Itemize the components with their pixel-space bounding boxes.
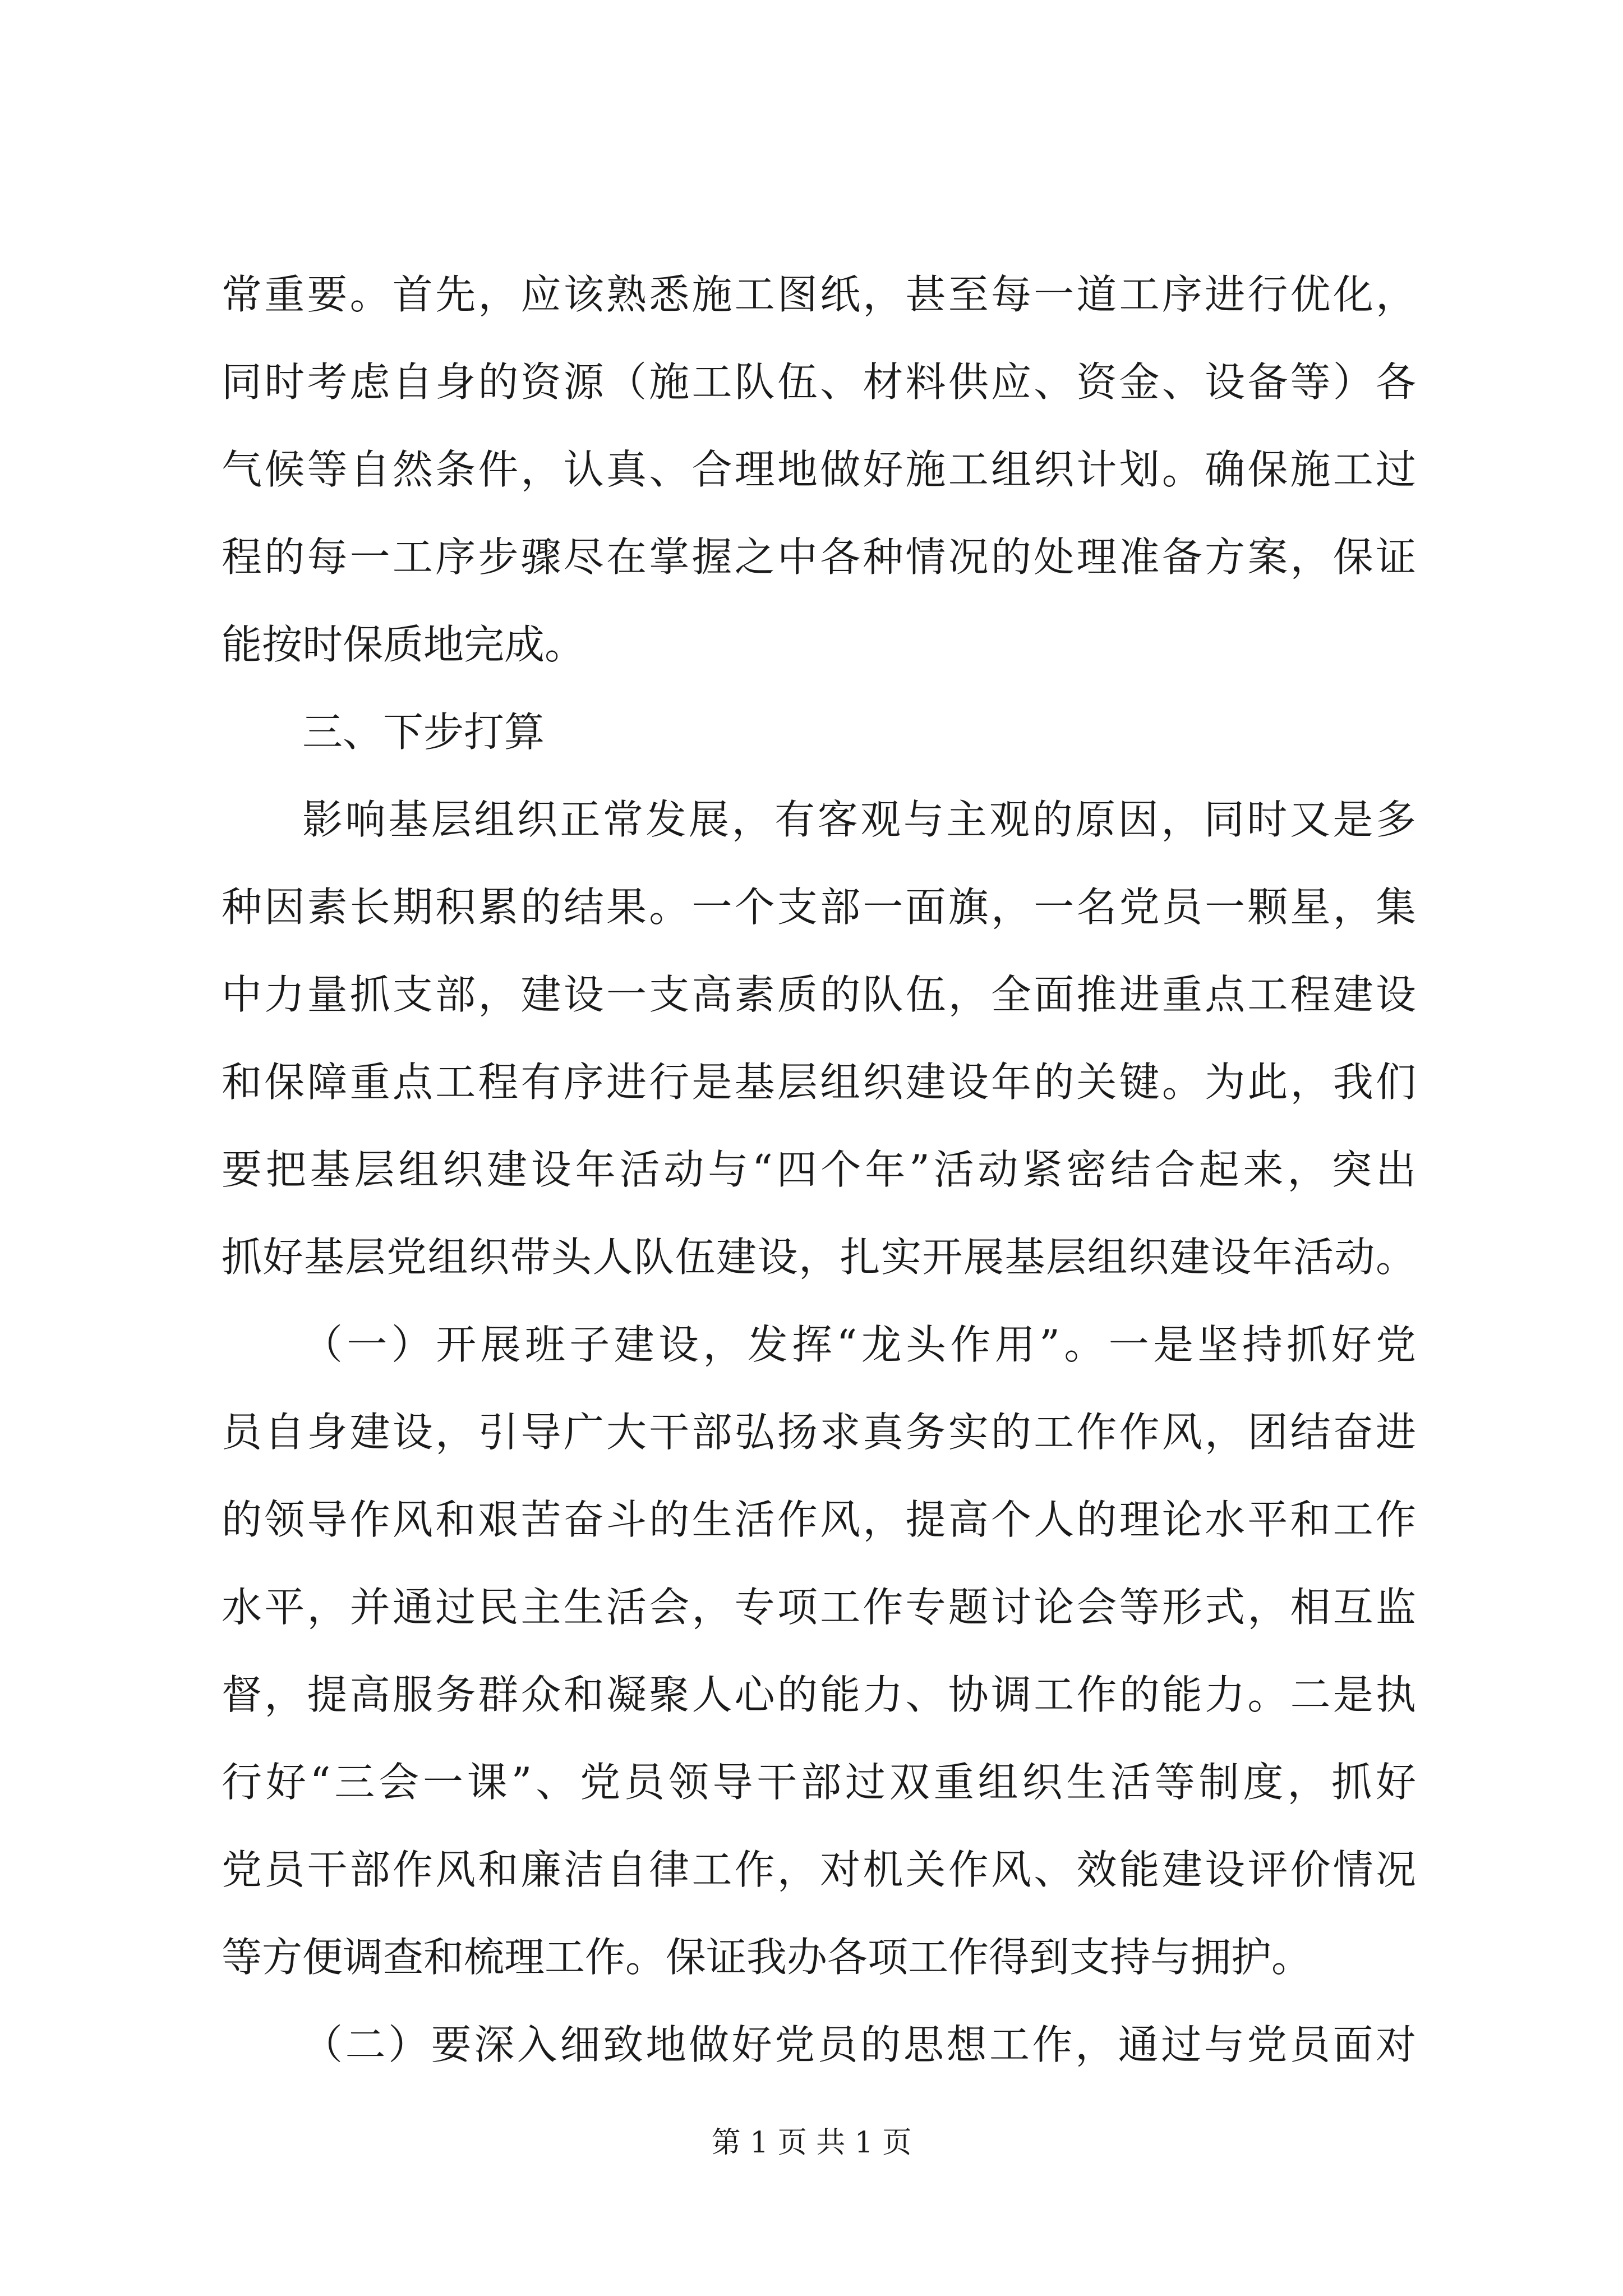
body-text-line: 气候等自然条件，认真、合理地做好施工组织计划。确保施工过 <box>222 446 1416 493</box>
page-number-footer: 第 1 页 共 1 页 <box>711 2126 912 2160</box>
body-text-line: 能按时保质地完成。 <box>222 621 585 668</box>
body-text-line: 影响基层组织正常发展，有客观与主观的原因，同时又是多 <box>302 796 1416 843</box>
body-text-line: 的领导作风和艰苦奋斗的生活作风，提高个人的理论水平和工作 <box>222 1496 1416 1543</box>
body-text-line: 中力量抓支部，建设一支高素质的队伍，全面推进重点工程建设 <box>222 971 1416 1018</box>
body-text-line: 督，提高服务群众和凝聚人心的能力、协调工作的能力。二是执 <box>222 1671 1416 1718</box>
body-text-line: （二）要深入细致地做好党员的思想工作，通过与党员面对 <box>302 2021 1416 2068</box>
body-text-line: 员自身建设，引导广大干部弘扬求真务实的工作作风，团结奋进 <box>222 1409 1416 1456</box>
body-text-line: 要把基层组织建设年活动与“四个年”活动紧密结合起来，突出 <box>222 1146 1416 1193</box>
body-text-line: 水平，并通过民主生活会，专项工作专题讨论会等形式，相互监 <box>222 1584 1416 1631</box>
body-text-line: 常重要。首先，应该熟悉施工图纸，甚至每一道工序进行优化， <box>222 271 1416 318</box>
body-text-line: （一）开展班子建设，发挥“龙头作用”。一是坚持抓好党 <box>302 1321 1416 1368</box>
body-text-line: 抓好基层党组织带头人队伍建设，扎实开展基层组织建设年活动。 <box>222 1234 1416 1281</box>
body-text-line: 同时考虑自身的资源（施工队伍、材料供应、资金、设备等）各 <box>222 358 1416 406</box>
section-heading: 三、下步打算 <box>302 708 545 756</box>
body-text-line: 和保障重点工程有序进行是基层组织建设年的关键。为此，我们 <box>222 1059 1416 1106</box>
body-text-line: 行好“三会一课”、党员领导干部过双重组织生活等制度，抓好 <box>222 1759 1416 1806</box>
body-text-line: 党员干部作风和廉洁自律工作，对机关作风、效能建设评价情况 <box>222 1846 1416 1893</box>
body-text-line: 等方便调查和梳理工作。保证我办各项工作得到支持与拥护。 <box>222 1934 1312 1981</box>
body-text-line: 程的每一工序步骤尽在掌握之中各种情况的处理准备方案，保证 <box>222 533 1416 581</box>
body-text-line: 种因素长期积累的结果。一个支部一面旗，一名党员一颗星，集 <box>222 884 1416 931</box>
